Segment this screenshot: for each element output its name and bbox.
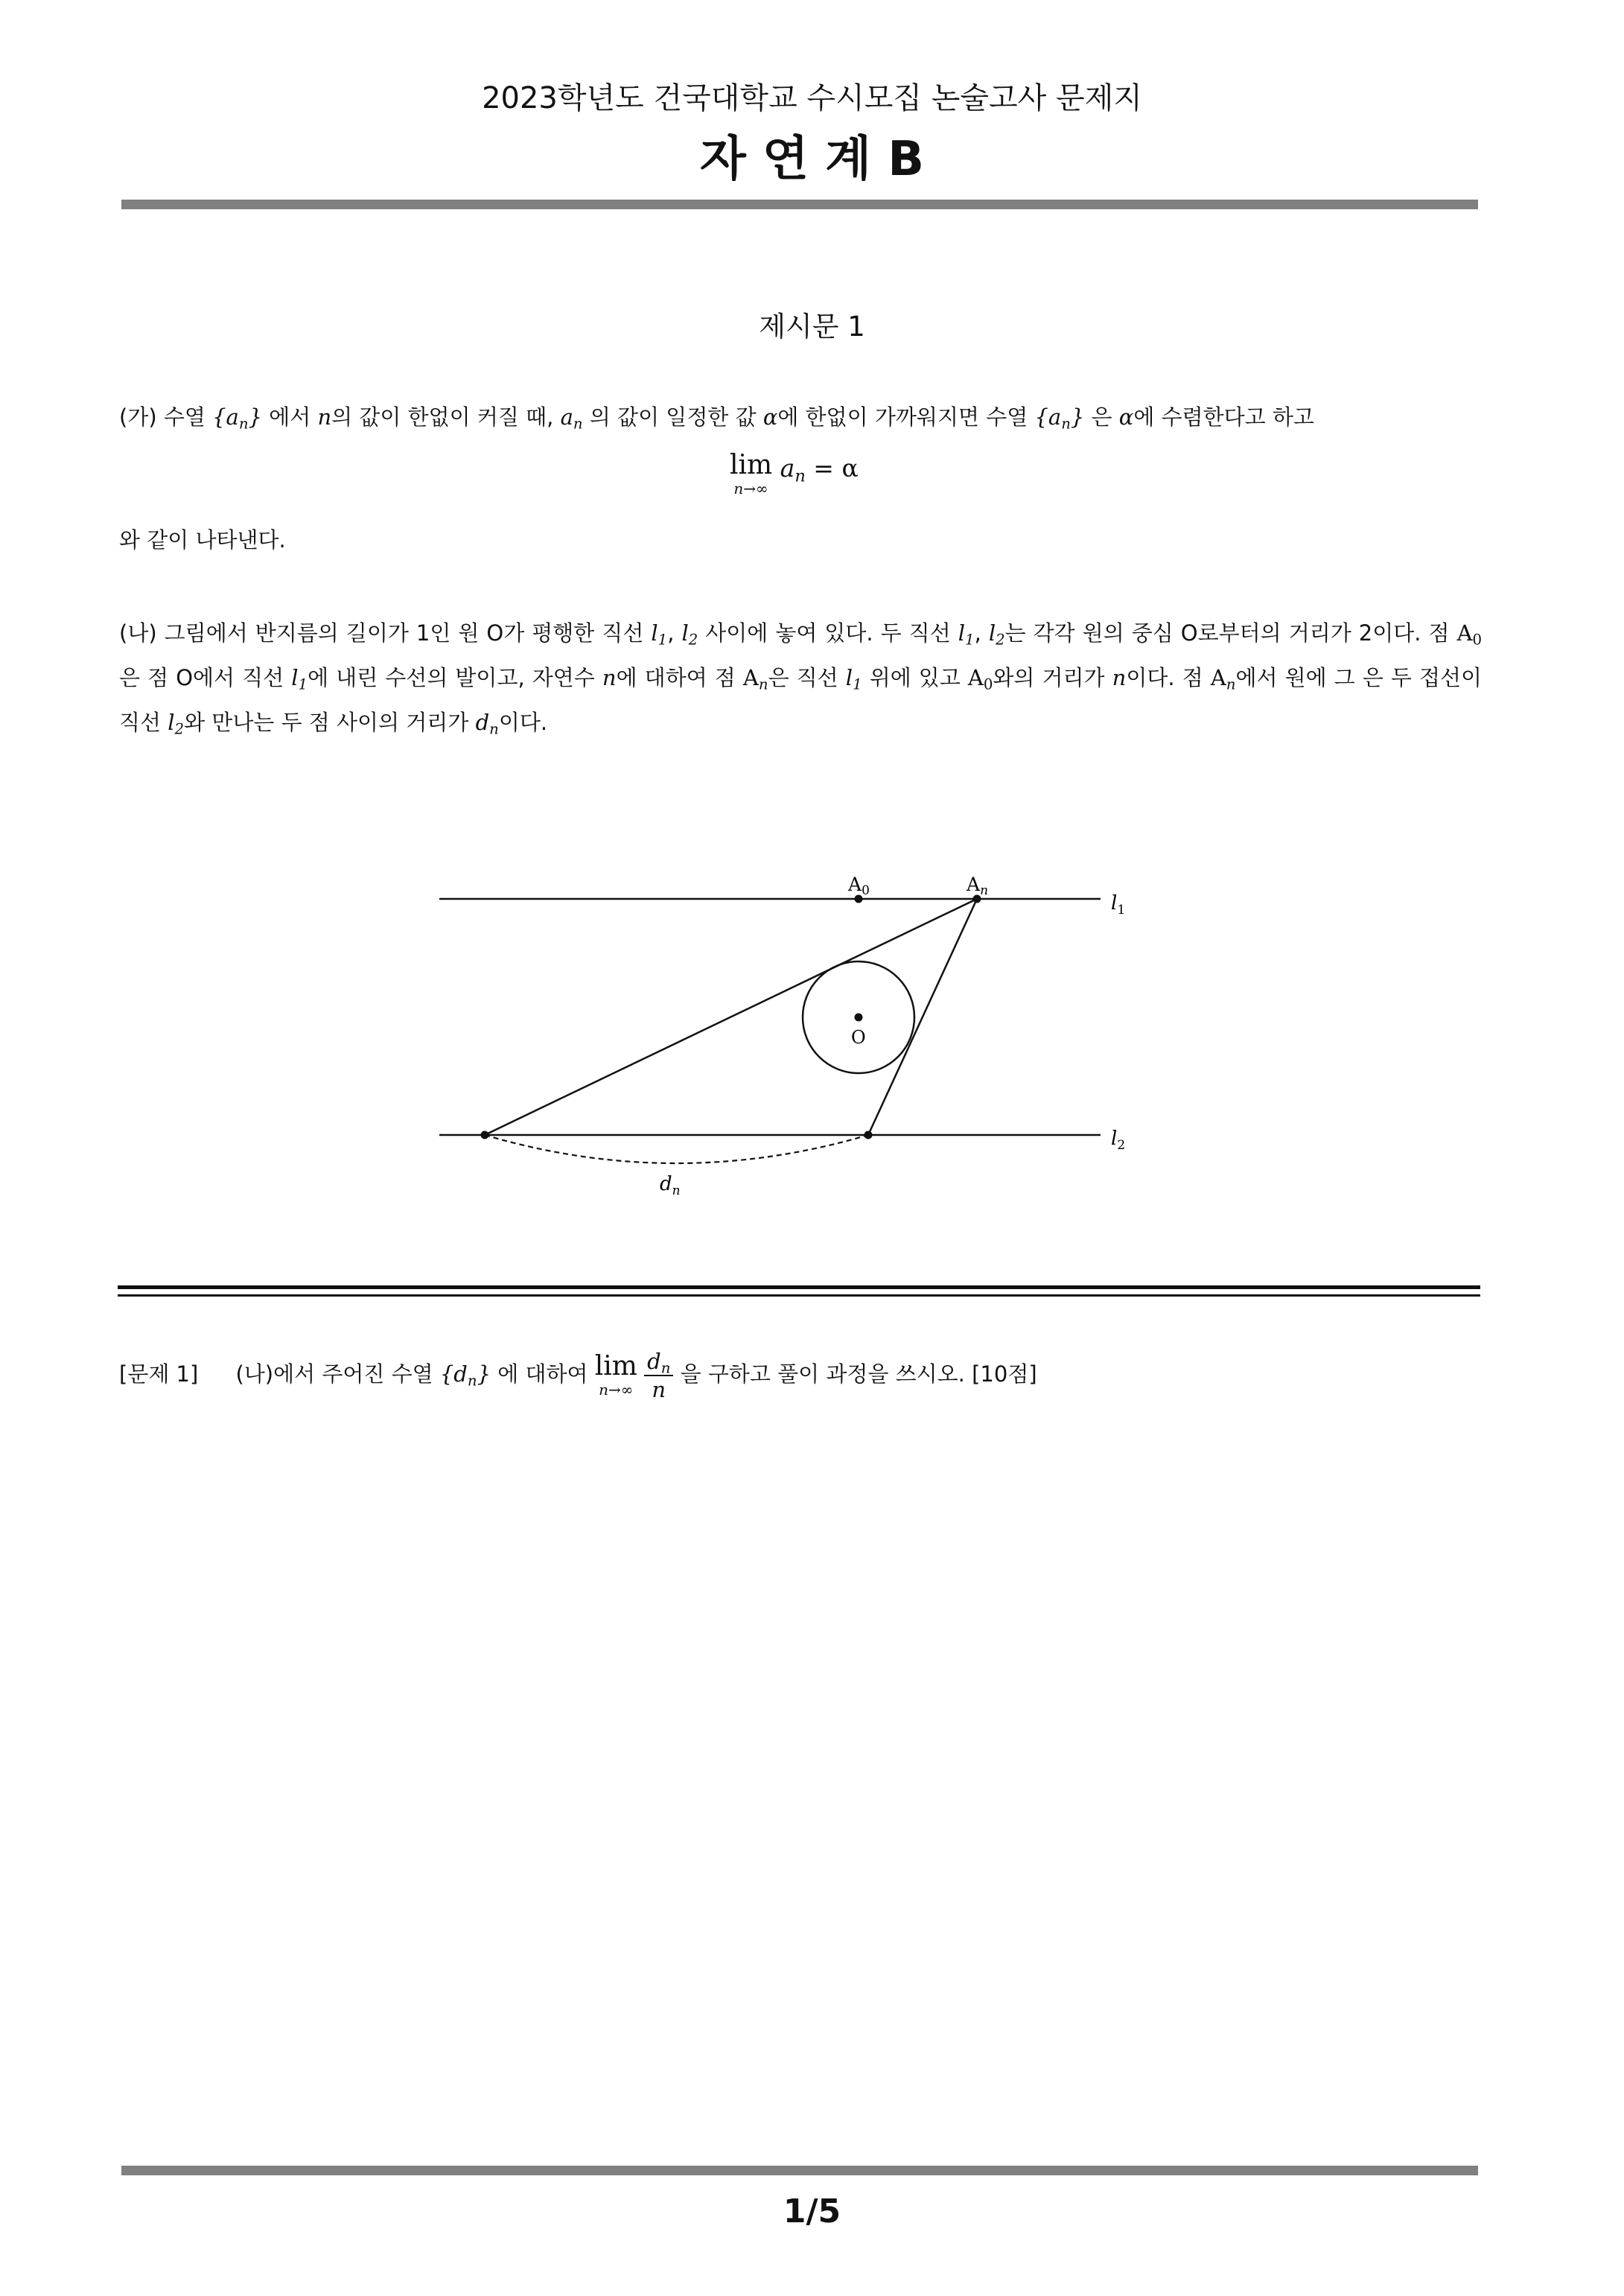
label-l2: $l_2$ <box>1111 1128 1126 1153</box>
label-A0: $A_0$ <box>848 874 870 898</box>
section-title: 자 연 계 B <box>699 132 925 187</box>
passage-ga: (가) 수열 $\{a_n\}$ 에서 n의 값이 한없이 커질 때, $a_n$ 의 값이 일정한 값 α에 한없이 가까워지면 수열 $\{a_n\}$ 은 α에 수렴한다고 하고 <box>119 404 1314 433</box>
label-l1: $l_1$ <box>1111 892 1126 918</box>
question-fraction: $\frac{d_n}{n}$ <box>644 1348 673 1403</box>
footer-rule <box>121 2166 1478 2175</box>
label-An: $A_n$ <box>967 874 989 898</box>
question-label: [문제 1] <box>119 1361 199 1387</box>
point-right-intersection <box>864 1131 873 1139</box>
dn-arc <box>485 1135 868 1163</box>
passage-heading: 제시문 1 <box>759 311 865 343</box>
limit-formula: lim n→∞ $a_n = \alpha$ <box>730 450 859 497</box>
separator-rule-top <box>118 1285 1480 1289</box>
question-1: [문제 1] (나)에서 주어진 수열 $\{d_n\}$ 에 대하여 lim n→∞ $\frac{d_n}{n}$ 을 구하고 풀이 과정을 쓰시오. [10점] <box>119 1349 1037 1402</box>
page-number: 1/5 <box>783 2192 841 2230</box>
label-O: O <box>851 1027 866 1048</box>
tangent-line-right <box>868 899 977 1135</box>
tangent-line-left <box>485 899 977 1135</box>
point-left-intersection <box>481 1131 489 1139</box>
passage-ga-after: 와 같이 나타낸다. <box>119 527 286 553</box>
exam-title: 2023학년도 건국대학교 수시모집 논술고사 문제지 <box>482 81 1142 115</box>
label-dn: $d_n$ <box>660 1173 681 1198</box>
passage-na: (나) 그림에서 반지름의 길이가 1인 원 O가 평행한 직선 $l_1$, $l_2$ 사이에 놓여 있다. 두 직선 $l_1$, $l_2$는 각각 원의 중심 O로부터의 거리가 2이다. 점 $A_0$은 점 O에서 직선 $l_1$에 내린 수선의 발이고, 자연수 n에 대하여 점 $A_n$은 직선 $l_1$ 위에 있고 $A_0$와의 거리가 n이다. 점 $A_n$에서 원에 그 은 두 접선이 직선 $l_2$와 만나는 두 점 사이의 거리가 $d_n$이다. <box>119 620 1483 738</box>
separator-rule-bottom <box>118 1294 1480 1297</box>
seq-a-expr: $\{a_n\}$ <box>212 404 263 433</box>
point-O <box>855 1014 863 1022</box>
